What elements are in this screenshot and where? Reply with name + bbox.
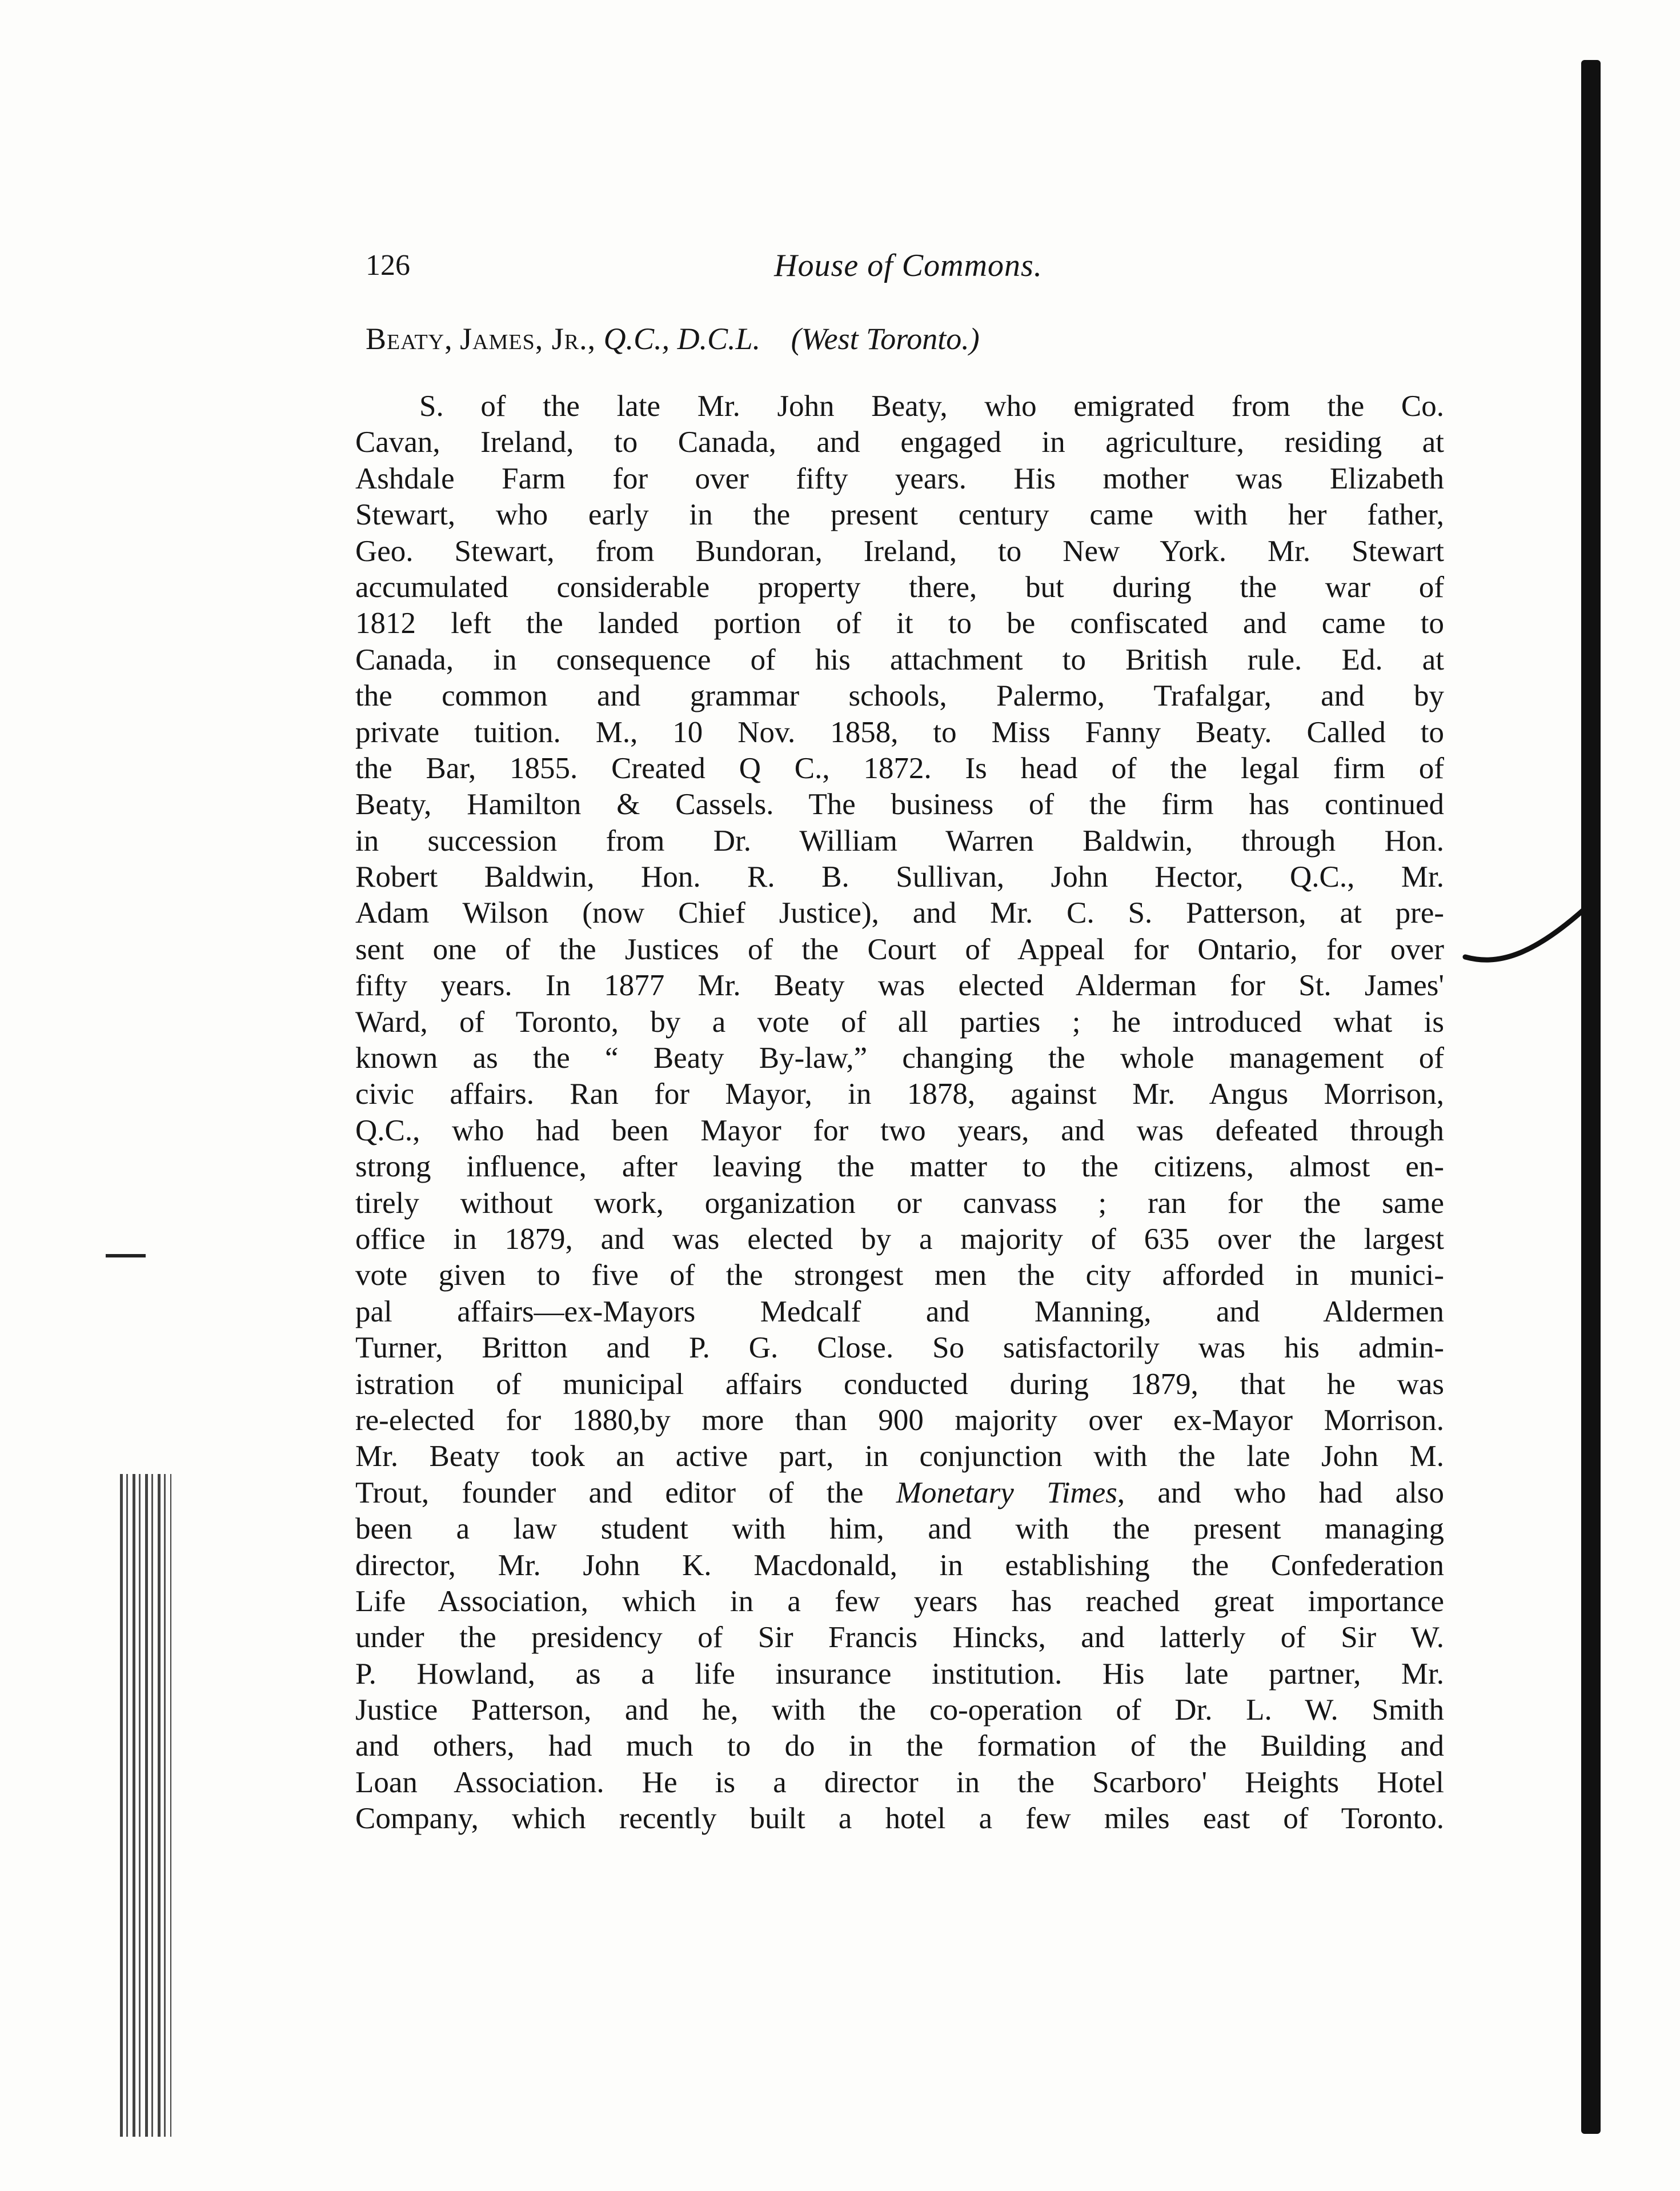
text-line: 1812 left the landed portion of it to be confiscated and came to [355, 607, 1444, 640]
text-line: Ashdale Farm for over fifty years. His mother was Elizabeth [355, 462, 1444, 495]
text-line: Adam Wilson (now Chief Justice), and Mr. C. S. Patterson, at pre- [355, 896, 1444, 930]
text-line: Canada, in consequence of his attachment to British rule. Ed. at [355, 643, 1444, 676]
periodical-title: Monetary Times [896, 1476, 1117, 1509]
text-line: Robert Baldwin, Hon. R. B. Sullivan, John Hector, Q.C., Mr. [355, 860, 1444, 894]
running-title: House of Commons. [774, 248, 1043, 283]
text-line: Mr. Beaty took an active part, in conjunction with the late John M. [355, 1440, 1444, 1473]
text-line: Company, which recently built a hotel a few miles east of Toronto. [355, 1802, 1444, 1836]
margin-pen-stroke [1462, 903, 1588, 971]
text-line: the Bar, 1855. Created Q C., 1872. Is head of the legal firm of [355, 751, 1444, 785]
text-line: Turner, Britton and P. G. Close. So satisfactorily was his admin- [355, 1331, 1444, 1365]
binding-shadow [1581, 60, 1601, 2134]
text-line: known as the “ Beaty By-law,” changing the whole management of [355, 1042, 1444, 1075]
text-line: the common and grammar schools, Palermo, Trafalgar, and by [355, 679, 1444, 713]
text-line: Geo. Stewart, from Bundoran, Ireland, to New York. Mr. Stewart [355, 534, 1444, 568]
scan-dash-mark [106, 1254, 146, 1257]
text-line: director, Mr. John K. Macdonald, in establishing the Confederation [355, 1548, 1444, 1582]
text-line: strong influence, after leaving the matter to the citizens, almost en- [355, 1150, 1444, 1184]
text-line: Justice Patterson, and he, with the co-operation of Dr. L. W. Smith [355, 1693, 1444, 1727]
text-line: fifty years. In 1877 Mr. Beaty was elected Alderman for St. James' [355, 969, 1444, 1003]
text-line: vote given to five of the strongest men the city afforded in munici- [355, 1259, 1444, 1292]
text-line: private tuition. M., 10 Nov. 1858, to Miss Fanny Beaty. Called to [355, 715, 1444, 749]
biography-text [355, 388, 1444, 1837]
entry-constituency: (West Toronto.) [791, 322, 980, 356]
entry-surname: Beaty [366, 322, 445, 356]
text-line: civic affairs. Ran for Mayor, in 1878, against Mr. Angus Morrison, [355, 1078, 1444, 1111]
text-line: tirely without work, organization or canvass ; ran for the same [355, 1186, 1444, 1220]
entry-honours: Q.C., D.C.L. [603, 322, 761, 356]
entry-heading: Beaty, James, Jr., Q.C., D.C.L. (West Toronto.) [366, 322, 980, 356]
text-line: P. Howland, as a life insurance institution. His late partner, Mr. [355, 1657, 1444, 1691]
text-line: Life Association, which in a few years has reached great importance [355, 1584, 1444, 1618]
page-number: 126 [366, 249, 410, 282]
text-line: istration of municipal affairs conducted during 1879, that he was [355, 1367, 1444, 1401]
text-line: re-elected for 1880,by more than 900 majority over ex-Mayor Morrison. [355, 1403, 1444, 1437]
text-line: Cavan, Ireland, to Canada, and engaged in agriculture, residing at [355, 426, 1444, 459]
text-line: pal affairs—ex-Mayors Medcalf and Manning, and Aldermen [355, 1295, 1444, 1328]
text-line: sent one of the Justices of the Court of Appeal for Ontario, for over [355, 932, 1444, 966]
text-line: Ward, of Toronto, by a vote of all parties ; he introduced what is [355, 1005, 1444, 1039]
text-line: S. of the late Mr. John Beaty, who emigrated from the Co. [419, 390, 1444, 423]
scan-edge-marks [120, 1474, 171, 2137]
entry-given-name: James, Jr., [460, 322, 596, 356]
text-line: office in 1879, and was elected by a majority of 635 over the largest [355, 1222, 1444, 1256]
text-line: been a law student with him, and with the present managing [355, 1512, 1444, 1546]
text-line: Q.C., who had been Mayor for two years, and was defeated through [355, 1113, 1444, 1147]
text-line: Trout, founder and editor of the Monetary Times, and who had also [355, 1476, 1444, 1509]
text-line: Stewart, who early in the present century came with her father, [355, 498, 1444, 532]
text-line: under the presidency of Sir Francis Hincks, and latterly of Sir W. [355, 1621, 1444, 1655]
text-line: Beaty, Hamilton & Cassels. The business of the firm has continued [355, 788, 1444, 822]
text-line: accumulated considerable property there, but during the war of [355, 570, 1444, 604]
running-head [366, 243, 1440, 289]
text-line: Loan Association. He is a director in the Scarboro' Heights Hotel [355, 1765, 1444, 1799]
text-line: and others, had much to do in the formation of the Building and [355, 1729, 1444, 1763]
text-line: in succession from Dr. William Warren Baldwin, through Hon. [355, 824, 1444, 858]
